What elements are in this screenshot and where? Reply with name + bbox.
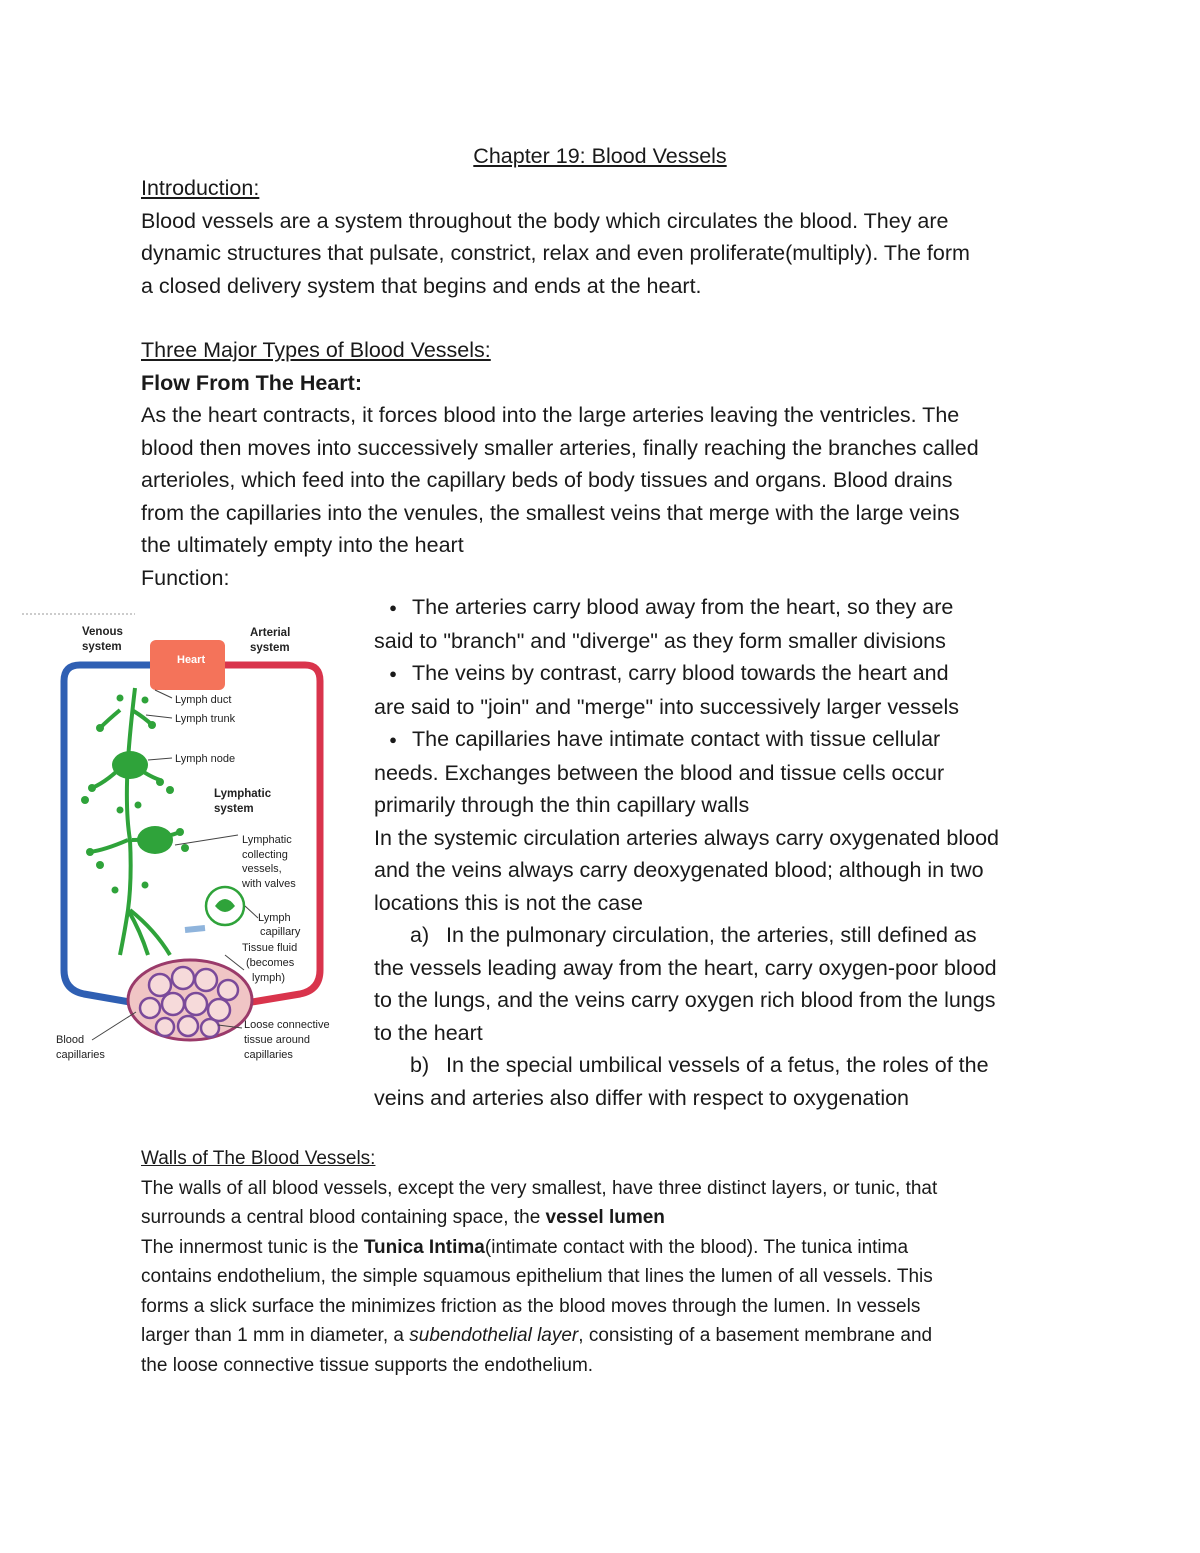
flow-subheading: Flow From The Heart: <box>141 370 362 395</box>
walls-line: contains endothelium, the simple squamous epithelium that lines the lumen of all vessels. This <box>141 1266 933 1287</box>
svg-text:system: system <box>82 641 122 653</box>
types-line: blood then moves into successively smaller arteries, finally reaching the branches called <box>141 435 979 460</box>
list-item-cont: are said to "join" and "merge" into successively larger vessels <box>374 694 960 719</box>
bullet-icon: ● <box>389 600 397 615</box>
collecting-label: Lymphatic <box>242 834 292 846</box>
svg-text:capillaries: capillaries <box>244 1049 293 1061</box>
bullet-icon: ● <box>389 732 397 747</box>
loose-tissue-label: Loose connective <box>244 1019 330 1031</box>
function-list <box>374 591 1074 1114</box>
list-item-cont: needs. Exchanges between the blood and tissue cells occur <box>374 760 945 785</box>
types-line: from the capillaries into the venules, the smallest veins that merge with the large veins <box>141 500 960 525</box>
types-line: arterioles, which feed into the capillary beds of body tissues and organs. Blood drains <box>141 468 953 492</box>
svg-text:capillaries: capillaries <box>56 1049 105 1061</box>
lymph-duct-label: Lymph duct <box>175 694 232 706</box>
intro-line: a closed delivery system that begins and ends at the heart. <box>141 273 702 298</box>
vessel-lumen-term: vessel lumen <box>545 1207 665 1228</box>
lymph-capillary-label: Lymph <box>258 912 291 924</box>
lymph-node-label: Lymph node <box>175 753 236 765</box>
intro-heading: Introduction: <box>141 176 260 200</box>
list-item: ● The veins by contrast, carry blood towards the heart and <box>374 657 1074 691</box>
walls-line: the loose connective tissue supports the endothelium. <box>141 1354 594 1376</box>
types-line: As the heart contracts, it forces blood into the large arteries leaving the ventricles. The <box>141 403 960 427</box>
intro-line: dynamic structures that pulsate, constrict, relax and even proliferate(multiply). The form <box>141 241 970 265</box>
function-label: Function: <box>141 565 230 590</box>
list-item-cont: primarily through the thin capillary walls <box>374 793 750 817</box>
tunica-intima-term: Tunica Intima <box>363 1236 485 1258</box>
types-heading: Three Major Types of Blood Vessels: <box>141 338 491 362</box>
walls-line: surrounds a central blood containing space, the vessel lumen <box>141 1207 665 1228</box>
svg-text:(becomes: (becomes <box>246 957 295 969</box>
svg-text:lymph): lymph) <box>252 972 286 984</box>
walls-section <box>141 1144 1091 1380</box>
bullet-icon: ● <box>389 666 397 681</box>
svg-text:collecting: collecting <box>242 849 288 861</box>
systemic-line: and the veins always carry deoxygenated blood; although in two <box>374 858 984 882</box>
intro-section <box>141 172 1081 302</box>
svg-text:with valves: with valves <box>242 878 296 890</box>
systemic-line: In the systemic circulation arteries always carry oxygenated blood <box>374 825 999 850</box>
alpha-item-cont: to the heart <box>374 1020 483 1045</box>
tissue-fluid-label: Tissue fluid <box>242 942 298 954</box>
intro-line: Blood vessels are a system throughout the body which circulates the blood. They are <box>141 208 949 233</box>
circulation-diagram <box>20 610 360 1070</box>
alpha-item-cont: veins and arteries also differ with respect to oxygenation <box>374 1085 910 1110</box>
alpha-item: b) In the special umbilical vessels of a fetus, the roles of the <box>410 1053 989 1077</box>
alpha-item: a) In the pulmonary circulation, the arteries, still defined as <box>410 923 977 947</box>
svg-text:system: system <box>250 642 290 654</box>
svg-text:system: system <box>214 803 254 815</box>
lymphatic-system-label: Lymphatic <box>214 788 272 800</box>
venous-label: Venous <box>82 626 123 638</box>
heart-label: Heart <box>177 654 206 666</box>
svg-text:vessels,: vessels, <box>242 863 282 875</box>
lymph-node-shape <box>112 751 148 779</box>
list-item: ● The capillaries have intimate contact with tissue cellular <box>374 723 1074 757</box>
blood-capillaries-label: Blood <box>56 1034 85 1046</box>
subendothelial-term: subendothelial layer <box>409 1325 579 1346</box>
page-title: Chapter 19: Blood Vessels <box>473 144 727 168</box>
arterial-label: Arterial <box>250 627 291 639</box>
svg-text:capillary: capillary <box>260 926 301 938</box>
alpha-item-cont: to the lungs, and the veins carry oxygen rich blood from the lungs <box>374 988 996 1012</box>
types-line: the ultimately empty into the heart <box>141 533 464 557</box>
walls-heading: Walls of The Blood Vessels: <box>141 1148 376 1169</box>
types-section <box>141 334 1081 594</box>
svg-text:tissue around: tissue around <box>244 1034 311 1046</box>
alpha-item-cont: the vessels leading away from the heart, carry oxygen-poor blood <box>374 955 997 980</box>
systemic-line: locations this is not the case <box>374 890 643 915</box>
lymph-trunk-label: Lymph trunk <box>175 713 236 725</box>
walls-line: larger than 1 mm in diameter, a subendothelial layer, consisting of a basement membrane and <box>141 1325 933 1346</box>
list-item-cont: said to "branch" and "diverge" as they form smaller divisions <box>374 628 946 653</box>
walls-line: The innermost tunic is the Tunica Intima(intimate contact with the blood). The tunica intima <box>141 1236 909 1258</box>
walls-line: forms a slick surface the minimizes friction as the blood moves through the lumen. In vessels <box>141 1295 921 1317</box>
list-item: ● The arteries carry blood away from the heart, so they are <box>374 591 1074 625</box>
walls-line: The walls of all blood vessels, except the very smallest, have three distinct layers, or tunic, that <box>141 1177 938 1199</box>
